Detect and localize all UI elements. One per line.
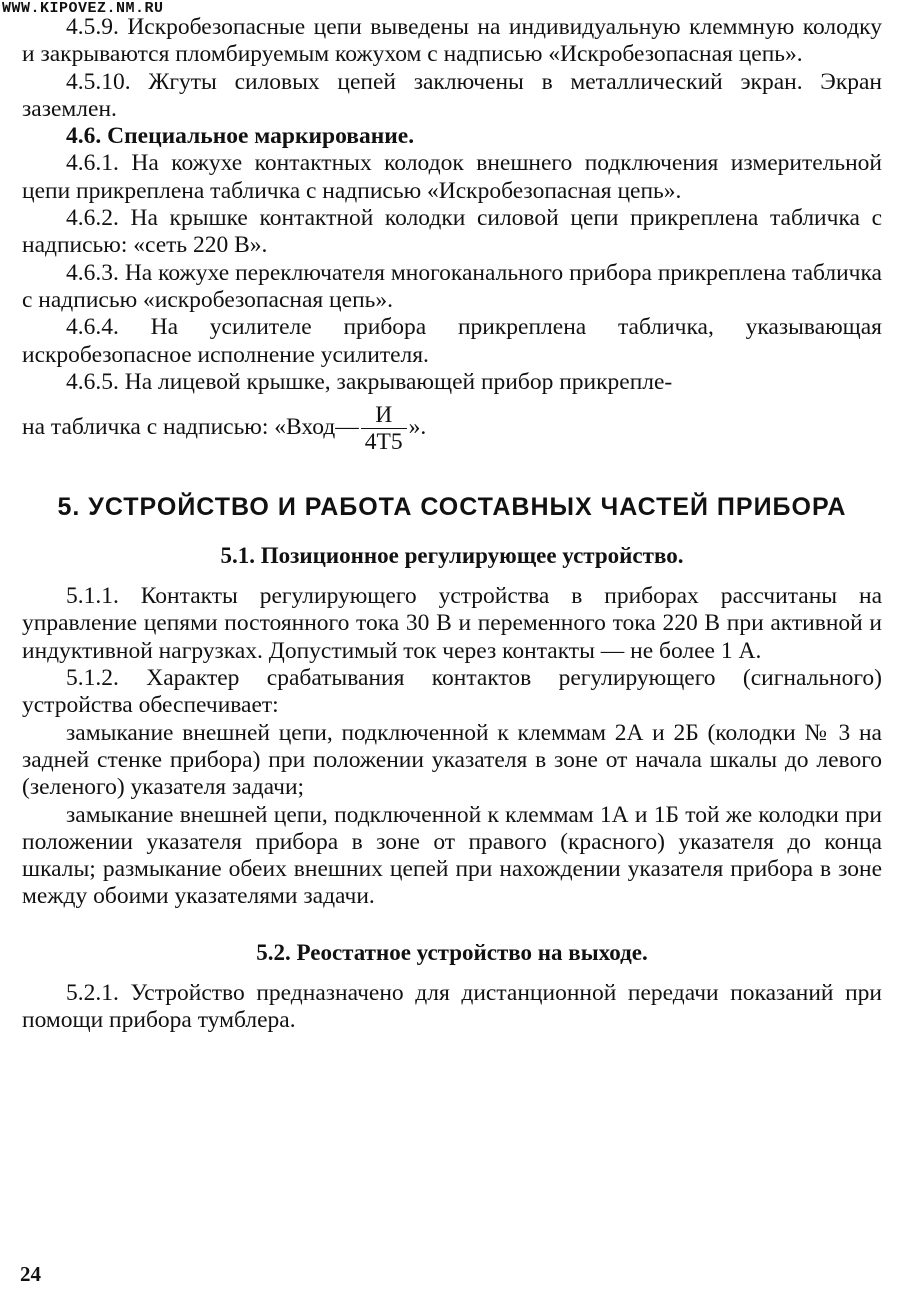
inscription-prefix: на табличка с надписью: «Вход— [22, 414, 359, 441]
paragraph-closing-1a-1b: замыкание внешней цепи, подключенной к клеммам 1А и 1Б той же колодки при положении указателя прибора в зоне от правого (красного) указателя до конца шкалы; размыкание обеих внешних цепей при нахождении указателя прибора в зоне между обоими указателями задачи. [22, 801, 882, 910]
paragraph-5-1-2: 5.1.2. Характер срабатывания контактов регулирующего (сигнального) устройства обеспечивает: [22, 665, 882, 719]
heading-4-6: 4.6. Специальное маркирование. [66, 123, 415, 150]
paragraph-5-1-1: 5.1.1. Контакты регулирующего устройства в приборах рассчитаны на управление цепями постоянного тока 30 В и переменного тока 220 В при активной и индуктивной нагрузках. Допустимый ток через контакты — не более 1 А. [22, 583, 882, 664]
paragraph-4-6-5-line1: 4.6.5. На лицевой крышке, закрывающей прибор прикрепле- [66, 368, 673, 395]
paragraph-4-6-3: 4.6.3. На кожухе переключателя многоканального прибора прикреплена табличка с надписью «искробезопасная цепь». [22, 259, 882, 313]
paragraph-closing-2a-2b: замыкание внешней цепи, подключенной к клеммам 2А и 2Б (колодки № 3 на задней стенке прибора) при положении указателя в зоне от начала шкалы до левого (зеленого) указателя задачи; [22, 719, 882, 801]
document-page [22, 14, 882, 1034]
paragraph-4-6-1: 4.6.1. На кожухе контактных колодок внешнего подключения измерительной цепи прикреплена табличка с надписью «Искробезопасная цепь». [22, 150, 882, 204]
subsection-5-1-title: 5.1. Позиционное регулирующее устройство. [220, 543, 684, 569]
paragraph-4-6-5 [22, 369, 882, 455]
paragraph-4-6-4: 4.6.4. На усилителе прибора прикреплена табличка, указывающая искробезопасное исполнение усилителя. [22, 314, 882, 368]
subsection-5-2-title: 5.2. Реостатное устройство на выходе. [256, 939, 648, 965]
inscription-suffix: ». [408, 414, 427, 441]
inscription-fraction [361, 402, 407, 455]
paragraph-4-6-5-line2 [22, 402, 882, 455]
page-number: 24 [20, 1262, 41, 1286]
fraction-denominator: 4Т5 [364, 429, 403, 456]
paragraph-4-5-9: 4.5.9. Искробезопасные цепи выведены на индивидуальную клеммную колодку и закрываются пломбируемым кожухом с надписью «Искробезопасная цепь». [22, 14, 882, 68]
fraction-numerator: И [361, 402, 407, 429]
section-5-title: 5. УСТРОЙСТВО И РАБОТА СОСТАВНЫХ ЧАСТЕЙ ПРИБОРА [57, 493, 847, 522]
paragraph-5-2-1: 5.2.1. Устройство предназначено для дистанционной передачи показаний при помощи прибора тумблера. [22, 979, 882, 1034]
watermark-text: WWW.KIPOVEZ.NM.RU [2, 0, 164, 17]
paragraph-4-5-10: 4.5.10. Жгуты силовых цепей заключены в металлический экран. Экран заземлен. [22, 68, 882, 122]
paragraph-4-6-2: 4.6.2. На крышке контактной колодки силовой цепи прикреплена табличка с надписью: «сеть 220 В». [22, 205, 882, 259]
